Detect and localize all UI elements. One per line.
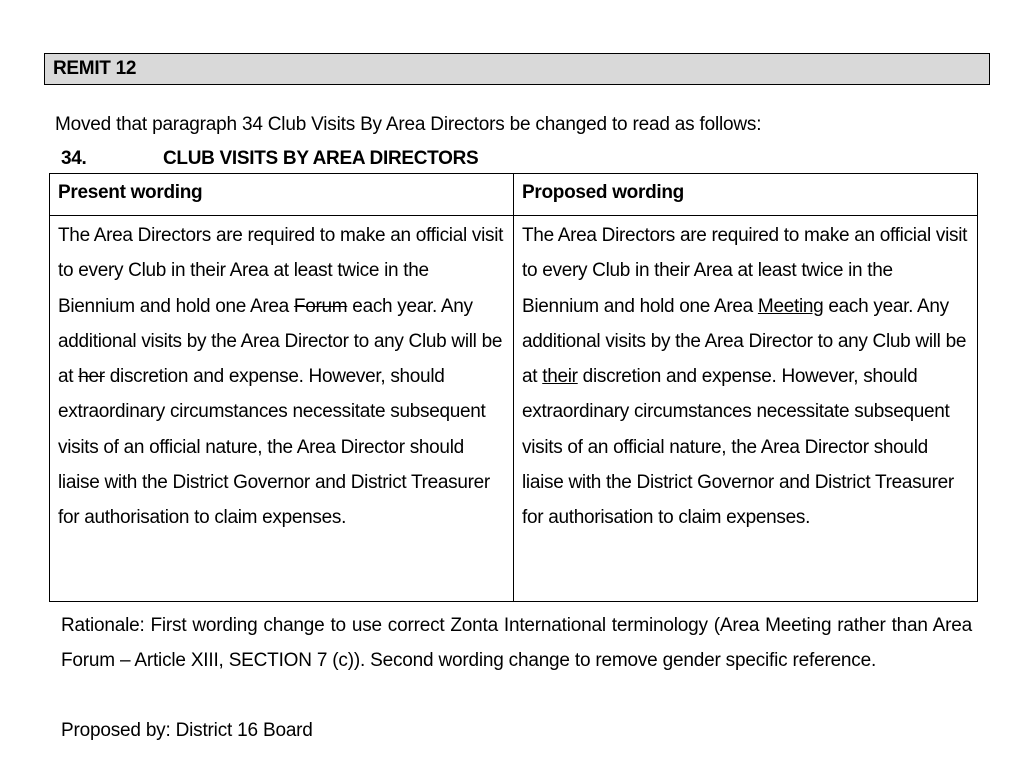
- present-text-1: The Area Directors are required to make an official visit to every Club in their Area at least twice in the Biennium and hold one Area: [58, 225, 504, 317]
- wording-comparison-table: [49, 173, 978, 602]
- proposed-text-1: The Area Directors are required to make an official visit to every Club in their Area at least twice in the Biennium and hold one Area: [522, 225, 968, 317]
- deleted-word-forum: Forum: [293, 295, 348, 317]
- header-present-wording: Present wording: [50, 174, 514, 216]
- header-proposed-wording: Proposed wording: [514, 174, 978, 216]
- proposed-wording-cell: [514, 216, 978, 602]
- deleted-word-her: her: [78, 366, 105, 388]
- section-number: 34.: [61, 148, 87, 169]
- section-heading: [61, 147, 478, 171]
- remit-title: REMIT 12: [44, 53, 990, 85]
- present-wording-cell: [50, 216, 514, 602]
- table-header-row: [50, 174, 978, 216]
- proposed-text-3: discretion and expense. However, should extraordinary circumstances necessitate subsequent visits of an official nature, the Area Director should liaise with the District Governor and District Treasurer for authorisation to claim expenses.: [522, 366, 954, 529]
- present-text-3: discretion and expense. However, should extraordinary circumstances necessitate subsequent visits of an official nature, the Area Director should liaise with the District Governor and District Treasurer for authorisation to claim expenses.: [58, 366, 490, 529]
- proposed-text-2: each year. Any additional visits by the Area Director to any Club will be at: [522, 295, 967, 388]
- section-title: CLUB VISITS BY AREA DIRECTORS: [163, 148, 479, 169]
- present-text-2: each year. Any additional visits by the Area Director to any Club will be at: [58, 295, 503, 388]
- proposed-by-line: Proposed by: District 16 Board: [61, 720, 313, 741]
- rationale-paragraph: Rationale: First wording change to use correct Zonta International terminology (Area Meeting rather than Area Forum – Article XIII, SECTION 7 (c)). Second wording change to remove gender specific reference.: [61, 615, 972, 672]
- inserted-word-meeting: Meeting: [757, 295, 824, 317]
- motion-intro: Moved that paragraph 34 Club Visits By Area Directors be changed to read as follows:: [55, 114, 762, 135]
- table-row: [50, 216, 978, 602]
- inserted-word-their: their: [542, 366, 578, 388]
